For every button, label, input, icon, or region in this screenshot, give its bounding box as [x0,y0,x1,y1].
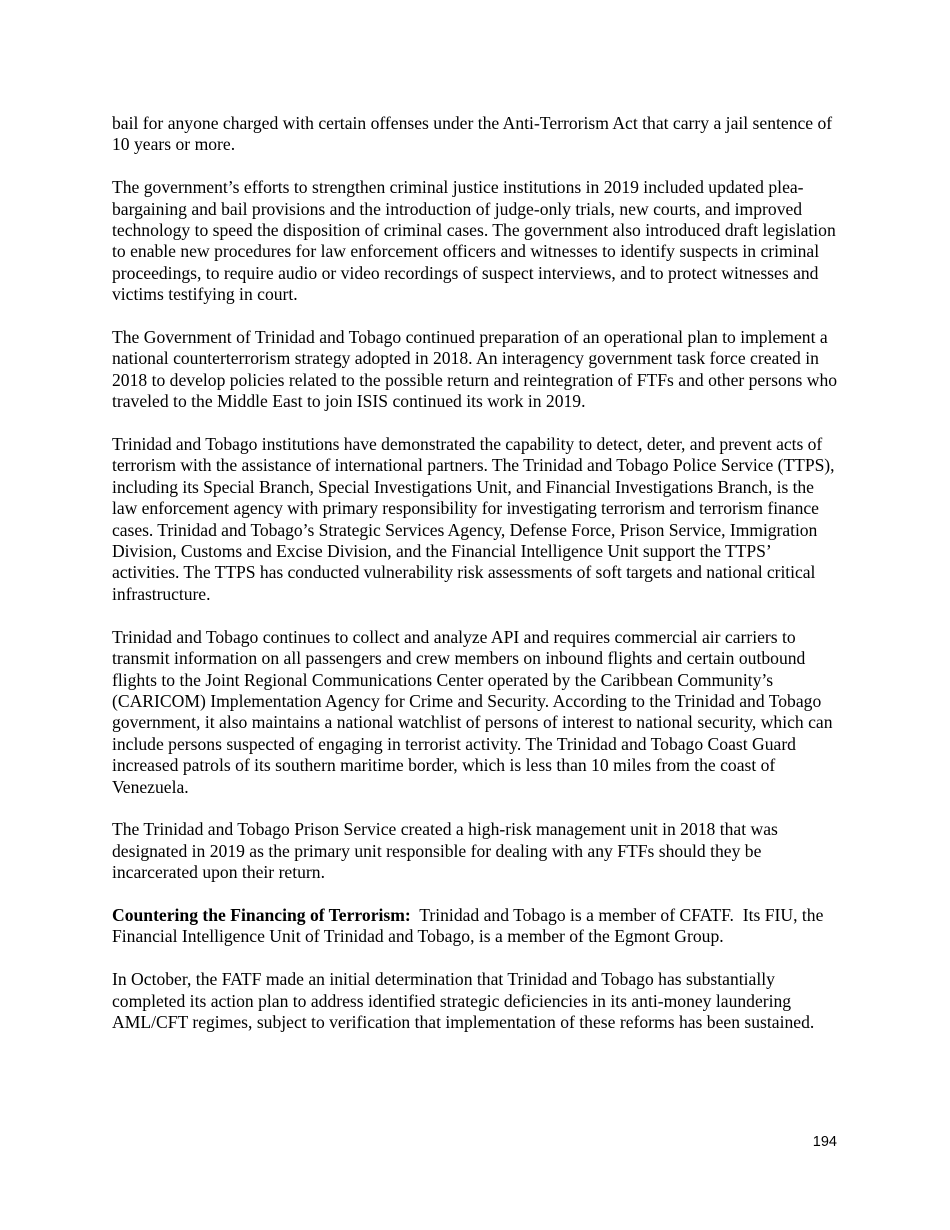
paragraph-institutions: Trinidad and Tobago institutions have demonstrated the capability to detect, deter, and prevent acts of terrorism with the assistance of international partners. The Trinidad and Tobago Police Service (TTPS), including its Special Branch, Special Investigations Unit, and Financial Investigations Branch, is the law enforcement agency with primary responsibility for investigating terrorism and terrorism finance cases. Trinidad and Tobago’s Strategic Services Agency, Defense Force, Prison Service, Immigration Division, Customs and Excise Division, and the Financial Intelligence Unit support the TTPS’ activities. The TTPS has conducted vulnerability risk assessments of soft targets and national critical infrastructure. [112,434,835,604]
paragraph-bail: bail for anyone charged with certain offenses under the Anti-Terrorism Act that carry a jail sentence of 10 years or more. [112,113,833,155]
paragraph-fatf: In October, the FATF made an initial determination that Trinidad and Tobago has substantially completed its action plan to address identified strategic deficiencies in its anti-money laundering AML/CFT regimes, subject to verification that implementation of these reforms has been sustained. [112,969,815,1032]
page-number: 194 [812,1134,837,1150]
paragraph-cft [112,905,842,948]
cft-heading: Countering the Financing of Terrorism: [112,904,411,925]
cft-text: Trinidad and Tobago is a member of CFATF. Its FIU, the Financial Intelligence Unit of Trinidad and Tobago, is a member of the Egmont Group. [112,904,828,947]
paragraph-operational-plan: The Government of Trinidad and Tobago continued preparation of an operational plan to implement a national counterterrorism strategy adopted in 2018. An interagency government task force created in 2018 to develop policies related to the possible return and reintegration of FTFs and other persons who traveled to the Middle East to join ISIS continued its work in 2019. [112,327,838,412]
paragraph-prison-service: The Trinidad and Tobago Prison Service created a high-risk management unit in 2018 that was designated in 2019 as the primary unit responsible for dealing with any FTFs should they be incarcerated upon their return. [112,819,778,883]
paragraph-criminal-justice: The government’s efforts to strengthen criminal justice institutions in 2019 included updated plea-bargaining and bail provisions and the introduction of judge-only trials, new courts, and improved technology to speed the disposition of criminal cases. The government also introduced draft legislation to enable new procedures for law enforcement officers and witnesses to identify suspects in criminal proceedings, to require audio or video recordings of suspect interviews, and to protect witnesses and victims testifying in court. [112,177,836,305]
document-body [112,113,842,1055]
paragraph-api: Trinidad and Tobago continues to collect and analyze API and requires commercial air carriers to transmit information on all passengers and crew members on inbound flights and certain outbound flights to the Joint Regional Communications Center operated by the Caribbean Community’s (CARICOM) Implementation Agency for Crime and Security. According to the Trinidad and Tobago government, it also maintains a national watchlist of persons of interest to national security, which can include persons suspected of engaging in terrorist activity. The Trinidad and Tobago Coast Guard increased patrols of its southern maritime border, which is less than 10 miles from the coast of Venezuela. [112,626,833,797]
